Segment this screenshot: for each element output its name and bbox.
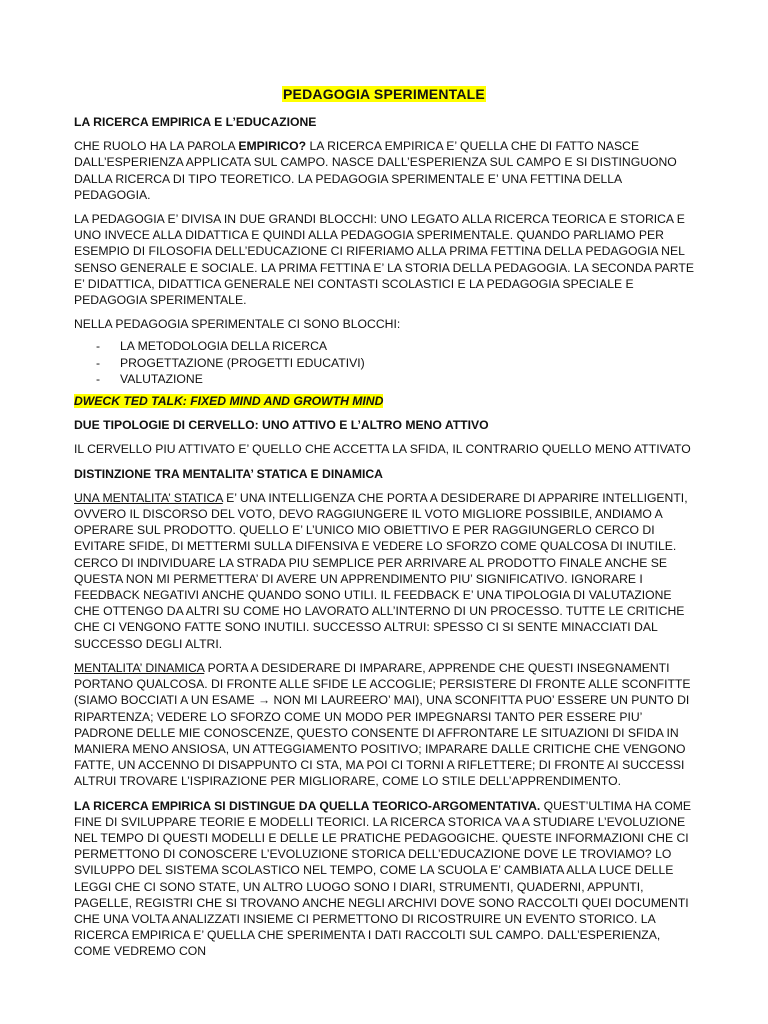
heading-ricerca-empirica: LA RICERCA EMPIRICA E L’EDUCAZIONE [74,115,317,129]
title-wrap [74,86,694,104]
paragraph-mentalita-statica-text: E’ UNA INTELLIGENZA CHE PORTA A DESIDERARE DI APPARIRE INTELLIGENTI, OVVERO IL DISCORSO DEL VOTO, DEVO RAGGIUNGERE IL VOTO MIGLIORE POSSIBILE, ANDIAMO A OPERARE SUL PRODOTTO. QUELLO E’ L’UNICO MIO OBIETTIVO E PER RAGGIUNGERLO CERCO DI EVITARE SFIDE, DI METTERMI SULLA DIFENSIVA E VEDERE LO SFORZO COME QUALCOSA DI INUTILE. CERCO DI INDIVIDUARE LA STRADA PIU SEMPLICE PER ARRIVARE AL PRODOTTO FINALE ANCHE SE QUESTA NON MI PERMETTERA’ DI AVERE UN APPRENDIMENTO PIU’ SIGNIFICATIVO. IGNORARE I FEEDBACK NEGATIVI ANCHE QUANDO SONO UTILI. IL FEEDBACK E’ UNA TIPOLOGIA DI VALUTAZIONE CHE OTTENGO DA ALTRI SU COME HO LAVORATO ALL’INTERNO DI UN PROCESSO. TUTTE LE CRITICHE CHE CI VENGONO FATTE SONO INUTILI. SUCCESSO ALTRUI: SPESSO CI SI SENTE MINACCIATI DAL SUCCESSO DEGLI ALTRI. [74,490,688,651]
list-item-label: VALUTAZIONE [120,371,203,386]
paragraph-ricerca-teorica [74,798,694,960]
heading-distinzione-mentalita: DISTINZIONE TRA MENTALITA’ STATICA E DINAMICA [74,466,383,481]
list-item-label: LA METODOLOGIA DELLA RICERCA [120,339,328,354]
heading-tipologie-cervello: DUE TIPOLOGIE DI CERVELLO: UNO ATTIVO E L’ALTRO MENO ATTIVO [74,418,489,433]
dweck-ted-talk-heading: DWECK TED TALK: FIXED MIND AND GROWTH MIND [74,394,384,409]
dash-marker: - [96,355,101,370]
list-item [74,371,694,387]
dash-marker: - [96,339,101,354]
paragraph-pedagogia-blocchi: LA PEDAGOGIA E’ DIVISA IN DUE GRANDI BLOCCHI: UNO LEGATO ALLA RICERCA TEORICA E STORICA E UNO INVECE ALLA DIDATTICA E QUINDI ALLA PEDAGOGIA SPERIMENTALE. QUANDO PARLIAMO PER ESEMPIO DI FILOSOFIA DELL’EDUCAZIONE CI RIFERIAMO ALLA PRIMA FETTINA DELLA PEDAGOGIA NEL SENSO GENERALE E SOCIALE. LA PRIMA FETTINA E’ LA STORIA DELLA PEDAGOGIA. LA SECONDA PARTE E’ DIDATTICA, DIDATTICA GENERALE NEI CONTASTI SCOLASTICI E LA PEDAGOGIA SPECIALE E PEDAGOGIA SPERIMENTALE. [74,212,694,308]
paragraph-blocchi-intro: NELLA PEDAGOGIA SPERIMENTALE CI SONO BLOCCHI: [74,317,401,332]
highlight-heading-wrap [74,393,694,409]
blocchi-list [74,338,694,387]
list-item [74,355,694,371]
paragraph-empirico-rest: LA RICERCA EMPIRICA E’ QUELLA CHE DI FATTO NASCE DALL’ESPERIENZA APPLICATA SUL CAMPO. NASCE DALL’ESPERIENZA SUL CAMPO E SI DISTINGUONO DALLA RICERCA DI TIPO TEORETICO. LA PEDAGOGIA SPERIMENTALE E’ UNA FETTINA DELLA PEDAGOGIA. [74,139,677,202]
paragraph-mentalita-dinamica-text: PORTA A DESIDERARE DI IMPARARE, APPRENDE CHE QUESTI INSEGNAMENTI PORTANO QUALCOSA. DI FRONTE ALLE SFIDE LE ACCOGLIE; PERSISTERE DI FRONTE ALLE SCONFITTE (SIAMO BOCCIATI A UN ESAME → NON MI LAUREERO’ MAI), UNA SCONFITTA PUO’ ESSERE UN PUNTO DI RIPARTENZA; VEDERE LO SFORZO COME UN MODO PER IMPEGNARSI TANTO PER ESSERE PIU’ PADRONE DELLE MIE CONOSCENZE, QUESTO CONSENTE DI AFFRONTARE LE SITUAZIONI DI SFIDA IN MANIERA MENO ANSIOSA, UN ATTEGGIAMENTO POSITIVO; IMPARARE DALLE CRITICHE CHE VENGONO FATTE, UN ACCENNO DI DISAPPUNTO CI STA, MA POI CI TORNI A RIFLETTERE; DI FRONTE AI SUCCESSI ALTRUI TROVARE L’ISPIRAZIONE PER MIGLIORARE, COME LO STILE DELL’APPRENDIMENTO. [74,660,691,789]
list-item [74,338,694,354]
paragraph-mentalita-dinamica [74,660,694,790]
paragraph-cervello-attivato: IL CERVELLO PIU ATTIVATO E’ QUELLO CHE ACCETTA LA SFIDA, IL CONTRARIO QUELLO MENO ATTIVATO [74,442,691,457]
keyword-empirico: EMPIRICO? [238,139,307,154]
dash-marker: - [96,371,101,386]
paragraph-empirico [74,138,694,203]
term-mentalita-statica: UNA MENTALITA’ STATICA [74,490,223,505]
paragraph-empirico-start: CHE RUOLO HA LA PAROLA [74,139,239,154]
paragraph-mentalita-statica [74,490,694,652]
list-item-label: PROGETTAZIONE (PROGETTI EDUCATIVI) [120,355,365,370]
paragraph-ricerca-teorica-text: QUEST’ULTIMA HA COME FINE DI SVILUPPARE TEORIE E MODELLI TEORICI. LA RICERCA STORICA VA A STUDIARE L’EVOLUZIONE NEL TEMPO DI QUESTI MODELLI E DELLE LE PRATICHE PEDAGOGICHE. QUESTE INFORMAZIONI CHE CI PERMETTONO DI CONOSCERE L’EVOLUZIONE STORICA DELL’EDUCAZIONE DOVE LE TROVIAMO? LO SVILUPPO DEL SISTEMA SCOLASTICO NEL TEMPO, COME LA SCUOLA E’ CAMBIATA ALLA LUCE DELLE LEGGI CHE CI SONO STATE, UN ALTRO LUOGO SONO I DIARI, STRUMENTI, QUADERNI, APPUNTI, PAGELLE, REGISTRI CHE SI TROVANO ANCHE NEGLI ARCHIVI DOVE SONO RACCOLTI QUEI DOCUMENTI CHE UNA VOLTA ANALIZZATI INSIEME CI PERMETTONO DI RICOSTRUIRE UN EVENTO STORICO. LA RICERCA EMPIRICA E’ QUELLA CHE SPERIMENTA I DATI RACCOLTI SUL CAMPO. DALL’ESPERIENZA, COME VEDREMO CON [74,798,692,959]
term-mentalita-dinamica: MENTALITA’ DINAMICA [74,660,205,675]
document-title: PEDAGOGIA SPERIMENTALE [283,86,485,102]
paragraph-ricerca-teorica-lead: LA RICERCA EMPIRICA SI DISTINGUE DA QUELLA TEORICO-ARGOMENTATIVA. [74,798,541,813]
